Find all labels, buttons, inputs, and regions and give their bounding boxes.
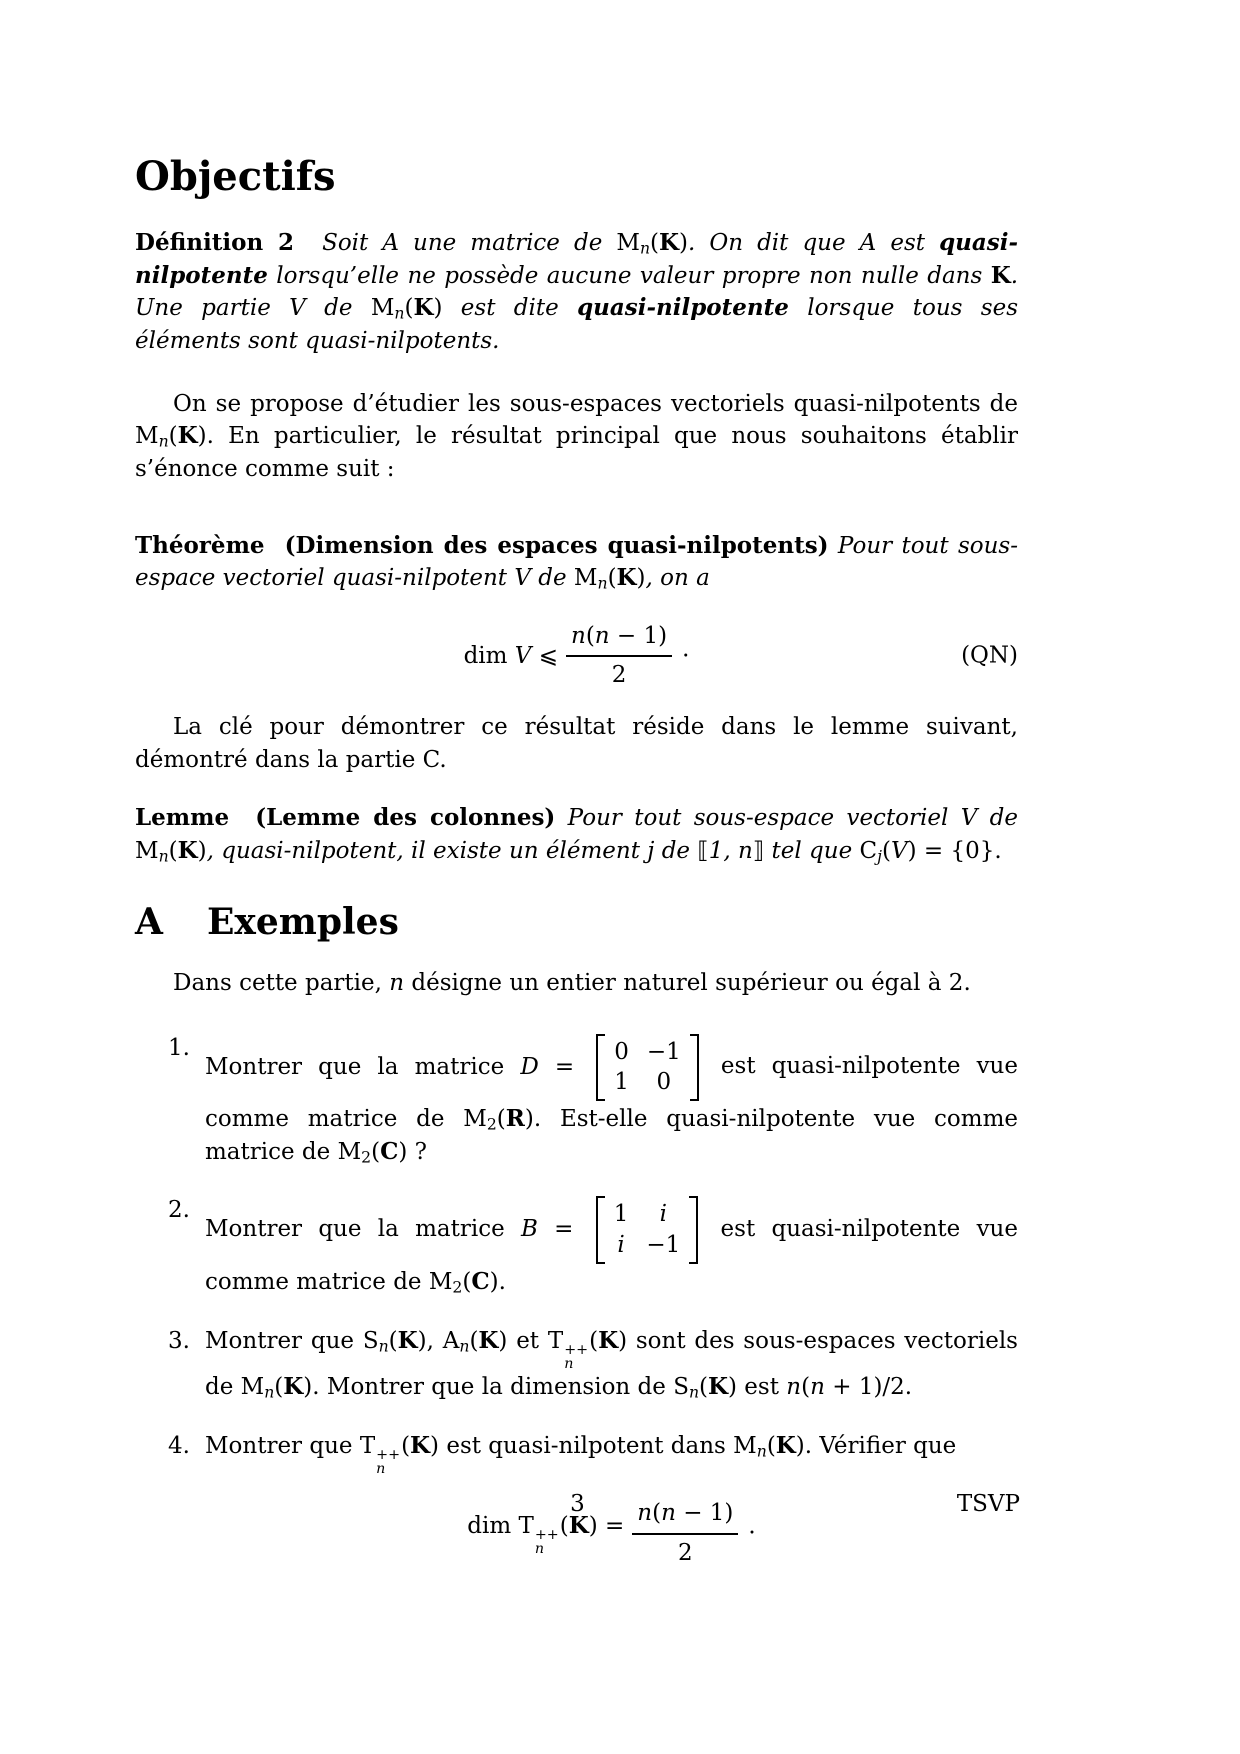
exercise-item-1 [135, 1032, 1018, 1169]
matrix-D [596, 1034, 699, 1102]
matrix-cells: 0 −1 1 0 [614, 1038, 681, 1096]
fraction-numerator: n(n − 1) [632, 1497, 738, 1535]
item-4-text: Montrer que T ++ n (K) est quasi-nilpotent dans Mn(K). Vérifier que [205, 1431, 957, 1477]
intro-paragraph: On se propose d’étudier les sous-espaces vectoriels quasi-nilpotents de Mn(K). En particulier, le résultat principal que nous souhaitons établir s’énonce comme suit : [135, 390, 1018, 482]
footer-tsvp-label: TSVP [956, 1491, 1020, 1517]
section-heading [135, 902, 1018, 943]
lemma-paragraph: Lemme (Lemme des colonnes) Pour tout sous-espace vectoriel V de Mn(K), quasi-nilpotent, il existe un élément j de ⟦1, n⟧ tel que Cj(V) = {0}. [135, 804, 1019, 866]
item-2-post-text: est quasi-nilpotente vue comme matrice de M2(C). [205, 1216, 1018, 1297]
definition-paragraph: Définition 2 Soit A une matrice de Mn(K). On dit que A est quasi-nilpotente lorsqu’elle ne possède aucune valeur propre non nulle dans K. Une partie V de Mn(K) est dite quasi-nilpotente lorsque tous ses éléments sont quasi-nilpotents. [135, 229, 1019, 354]
matrix-left-bracket [596, 1196, 605, 1264]
section-intro-paragraph: Dans cette partie, n désigne un entier naturel supérieur ou égal à 2. [173, 969, 971, 996]
page-title: Objectifs [135, 153, 336, 200]
theorem-paragraph: Théorème (Dimension des espaces quasi-nilpotents) Pour tout sous-espace vectoriel quasi-nilpotent V de Mn(K), on a [135, 531, 1018, 593]
section-number: A [135, 900, 163, 943]
matrix-cells: 1 i i −1 [613, 1201, 681, 1259]
section-title: Exemples [206, 900, 399, 943]
equation-qn-lhs: dim V ⩽ [463, 642, 558, 669]
matrix-B [596, 1196, 699, 1264]
key-remark-paragraph: La clé pour démontrer ce résultat réside dans le lemme suivant, démontré dans la partie C. [135, 713, 1018, 773]
matrix-right-bracket [690, 1034, 699, 1102]
matrix-right-bracket [689, 1196, 698, 1264]
item-number: 4. [168, 1432, 190, 1459]
fraction-denominator: 2 [611, 662, 627, 689]
exercise-item-2 [135, 1194, 1018, 1298]
fraction-denominator: 2 [678, 1539, 693, 1566]
fraction [566, 620, 672, 692]
equation-tag: (QN) [961, 642, 1018, 669]
item-number: 2. [168, 1197, 190, 1224]
item-2-pre-text: Montrer que la matrice B = [205, 1216, 590, 1243]
equation-dot: · [748, 1519, 756, 1546]
item-1-pre-text: Montrer que la matrice D = [205, 1053, 591, 1080]
equation-dim-t-lhs: dim T ++ n (K) = [467, 1511, 625, 1557]
page-footer [135, 1488, 1020, 1521]
item-number: 1. [168, 1034, 190, 1061]
page-number: 3 [570, 1491, 585, 1517]
fraction-numerator: n(n − 1) [566, 620, 672, 658]
item-3-text: Montrer que Sn(K), An(K) et T ++ n (K) sont des sous-espaces vectoriels de Mn(K). Montrer que la dimension de Sn(K) est n(n + 1)/2. [205, 1326, 1018, 1402]
equation-qn-body [464, 620, 690, 692]
equation-dot: · [682, 642, 690, 669]
equation-qn [135, 617, 1018, 695]
matrix-left-bracket [596, 1034, 605, 1102]
item-number: 3. [168, 1327, 190, 1354]
exercise-item-3 [135, 1325, 1018, 1404]
item-1-post-text: est quasi-nilpotente vue comme matrice de M2(R). Est-elle quasi-nilpotente vue comme matrice de M2(C) ? [205, 1053, 1018, 1167]
